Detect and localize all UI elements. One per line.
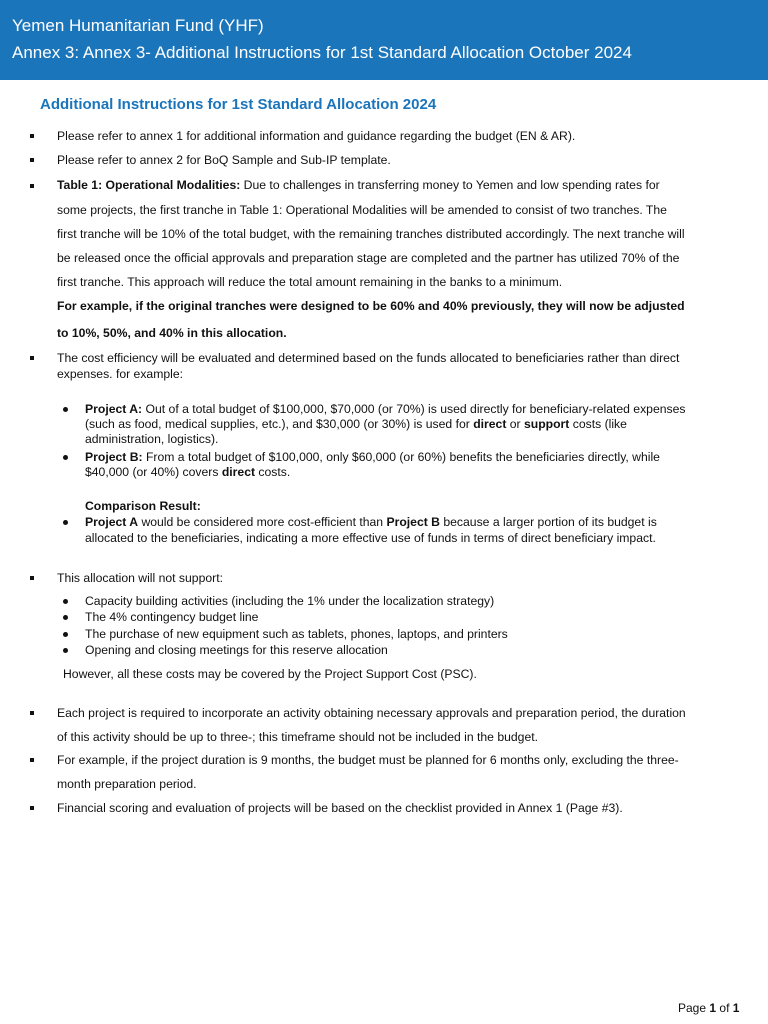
not-supported-item: The purchase of new equipment such as tablets, phones, laptops, and printers [85, 627, 508, 641]
comparison-title: Comparison Result: [85, 499, 201, 513]
cost-efficiency-line: expenses. for example: [57, 367, 184, 381]
bullet-square-icon [30, 758, 34, 762]
text-run: Due to challenges in transferring money to Yemen and low spending rates for [240, 178, 660, 192]
paragraph-line: some projects, the first tranche in Table 1: Operational Modalities will be amended to consist of two tranches. The [57, 203, 667, 217]
cost-efficiency-line: The cost efficiency will be evaluated and determined based on the funds allocated to beneficiaries rather than direct [57, 351, 680, 365]
text-run: (such as food, medical supplies, etc.), and $30,000 (or 30%) is used for [85, 417, 474, 431]
project-b-ref: Project B [386, 515, 440, 529]
tranche-example-line: to 10%, 50%, and 40% in this allocation. [57, 326, 287, 340]
not-supported-item: The 4% contingency budget line [85, 610, 259, 624]
bullet-square-icon [30, 158, 34, 162]
direct-word: direct [473, 417, 507, 431]
paragraph-line: be released once the official approvals and preparation stage are completed and the partner has utilized 70% of the [57, 251, 680, 265]
project-a-label: Project A: [85, 402, 143, 416]
project-a-line [85, 417, 627, 431]
duration-example-line: month preparation period. [57, 777, 197, 791]
bullet-dot-icon [63, 407, 68, 412]
duration-example-line: For example, if the project duration is 9 months, the budget must be planned for 6 months only, excluding the three- [57, 753, 679, 767]
bullet-square-icon [30, 711, 34, 715]
psc-note: However, all these costs may be covered by the Project Support Cost (PSC). [63, 667, 477, 681]
current-page: 1 [709, 1001, 717, 1015]
bullet-annex2: Please refer to annex 2 for BoQ Sample and Sub-IP template. [57, 153, 391, 167]
annex-title: Annex 3: Annex 3- Additional Instructions for 1st Standard Allocation October 2024 [12, 43, 632, 62]
support-word: support [524, 417, 570, 431]
comparison-line [85, 515, 657, 529]
project-b-line [85, 450, 660, 464]
total-pages: 1 [732, 1001, 740, 1015]
approval-activity-line: of this activity should be up to three-; this timeframe should not be included in the budget. [57, 730, 539, 744]
bullet-dot-icon [63, 455, 68, 460]
text-run: From a total budget of $100,000, only $60,000 (or 60%) benefits the beneficiaries directly, while [142, 450, 660, 464]
bullet-square-icon [30, 184, 34, 188]
not-supported-intro: This allocation will not support: [57, 571, 223, 585]
bullet-square-icon [30, 356, 34, 360]
project-a-line [85, 402, 685, 416]
project-b-label: Project B: [85, 450, 143, 464]
document-header [0, 0, 768, 80]
text-run: because a larger portion of its budget is [439, 515, 657, 529]
bullet-square-icon [30, 806, 34, 810]
bullet-square-icon [30, 134, 34, 138]
project-b-line [85, 465, 290, 479]
paragraph-line: first tranche will be 10% of the total budget, with the remaining tranches distributed accordingly. The next tranche will [57, 227, 685, 241]
bullet-dot-icon [63, 615, 68, 620]
text-run: costs. [255, 465, 291, 479]
project-a-ref: Project A [85, 515, 139, 529]
bullet-dot-icon [63, 648, 68, 653]
page-number [678, 1001, 739, 1015]
comparison-line: allocated to the beneficiaries, indicating a more effective use of funds in terms of direct beneficiary impact. [85, 531, 656, 545]
not-supported-item: Opening and closing meetings for this reserve allocation [85, 643, 388, 657]
text-run: or [506, 417, 524, 431]
bullet-dot-icon [63, 599, 68, 604]
text-run: $40,000 (or 40%) covers [85, 465, 222, 479]
operational-modalities-label: Table 1: Operational Modalities: [57, 178, 241, 192]
text-run: Page [678, 1001, 707, 1015]
operational-modalities-line [57, 178, 660, 192]
org-title: Yemen Humanitarian Fund (YHF) [12, 16, 264, 35]
not-supported-item: Capacity building activities (including the 1% under the localization strategy) [85, 594, 495, 608]
paragraph-line: first tranche. This approach will reduce the total amount remaining in the banks to a minimum. [57, 275, 563, 289]
bullet-annex1: Please refer to annex 1 for additional information and guidance regarding the budget (EN & AR). [57, 129, 576, 143]
bullet-square-icon [30, 576, 34, 580]
text-run: costs (like [569, 417, 627, 431]
approval-activity-line: Each project is required to incorporate an activity obtaining necessary approvals and preparation period, the duration [57, 706, 686, 720]
financial-scoring-line: Financial scoring and evaluation of projects will be based on the checklist provided in Annex 1 (Page #3). [57, 801, 623, 815]
text-run: of [719, 1001, 730, 1015]
bullet-dot-icon [63, 520, 68, 525]
section-title: Additional Instructions for 1st Standard Allocation 2024 [40, 96, 437, 113]
text-run: Out of a total budget of $100,000, $70,000 (or 70%) is used directly for beneficiary-related expenses [142, 402, 686, 416]
tranche-example-line: For example, if the original tranches were designed to be 60% and 40% previously, they will now be adjusted [57, 299, 685, 313]
direct-word: direct [221, 465, 256, 479]
bullet-dot-icon [63, 632, 68, 637]
project-a-line: administration, logistics). [85, 432, 219, 446]
text-run: would be considered more cost-efficient than [138, 515, 387, 529]
